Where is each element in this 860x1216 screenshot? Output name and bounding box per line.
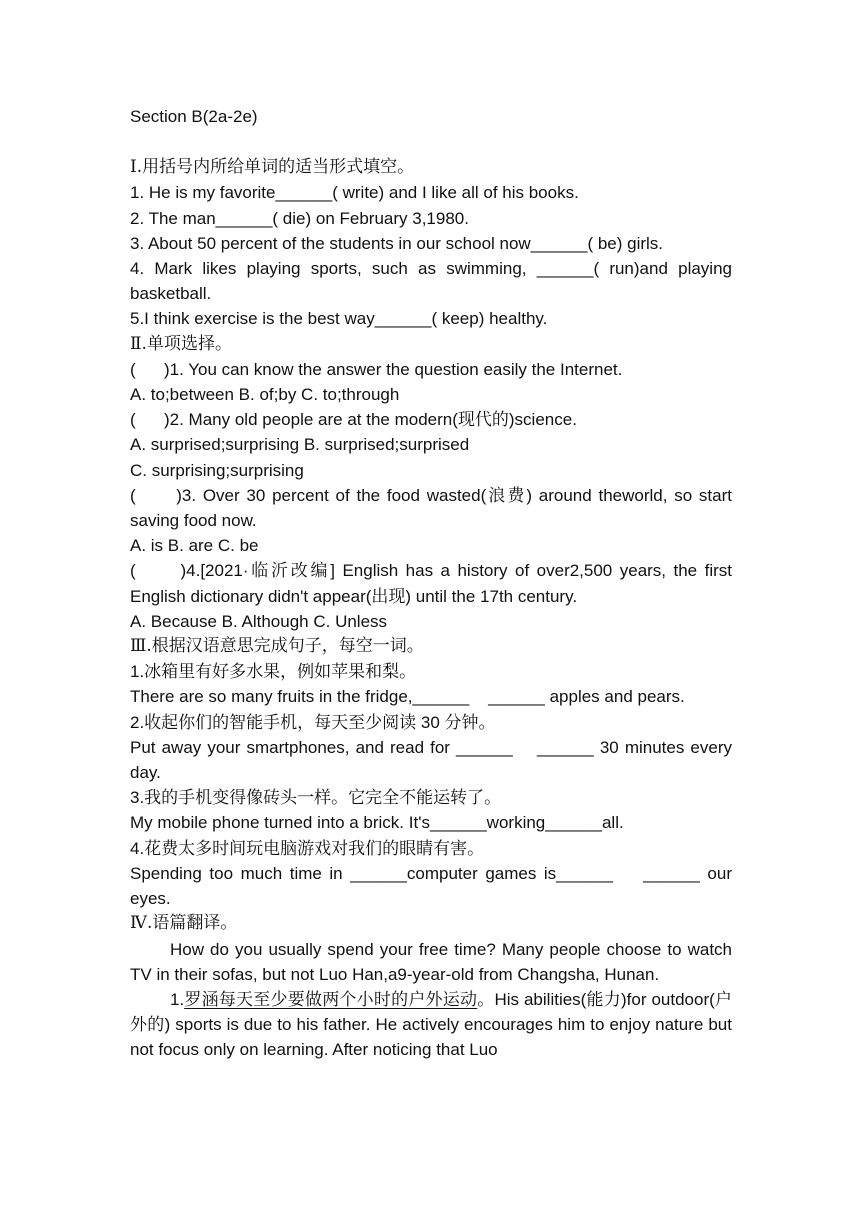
page-title: Section B(2a-2e) [130, 107, 258, 126]
question-options: A. Because B. Although C. Unless [130, 611, 388, 631]
english-sentence: My mobile phone turned into a brick. It's______working______all. [130, 813, 624, 833]
passage-paragraph: How do you usually spend your free time? Many people choose to watch TV in their sofas, but not Luo Han,a9-year-old from Changsha, Hunan. [130, 939, 737, 984]
fill-blank-item: 2. The man______( die) on February 3,1980. [130, 208, 469, 228]
chinese-prompt: 1.冰箱里有好多水果，例如苹果和梨。 [130, 662, 417, 682]
sentence-number: 1. [170, 989, 185, 1009]
translation-target-sentence: 罗涵每天至少要做两个小时的户外运动 [184, 989, 478, 1009]
fill-blank-item: 1. He is my favorite______( write) and I like all of his books. [130, 183, 579, 203]
passage-text: 。His abilities(能力)for outdoor(户外的) sports is due to his father. He actively encourages him to enjoy nature but not focus only on learning. After noticing that Luo [130, 989, 737, 1060]
worksheet-content [130, 104, 737, 1063]
fill-blank-item: 5.I think exercise is the best way______( keep) healthy. [130, 309, 548, 329]
section-2-heading: Ⅱ.单项选择。 [130, 333, 232, 354]
chinese-prompt: 4.花费太多时间玩电脑游戏对我们的眼睛有害。 [130, 838, 485, 858]
question-options: A. is B. are C. be [130, 536, 259, 556]
chinese-prompt: 2.收起你们的智能手机，每天至少阅读 30 分钟。 [130, 712, 496, 732]
question-stem: ( )1. You can know the answer the question easily the Internet. [130, 359, 623, 379]
question-stem: ( )3. Over 30 percent of the food wasted(浪费) around theworld, so start saving food now. [130, 485, 737, 531]
passage-paragraph [130, 987, 737, 1063]
question-options: C. surprising;surprising [130, 460, 304, 480]
chinese-prompt: 3.我的手机变得像砖头一样。它完全不能运转了。 [130, 788, 502, 808]
fill-blank-item: 4. Mark likes playing sports, such as swimming, ______( run)and playing basketball. [130, 259, 737, 304]
section-3-heading: Ⅲ.根据汉语意思完成句子，每空一词。 [130, 636, 424, 657]
question-stem: ( )2. Many old people are at the modern(现代的)science. [130, 410, 577, 430]
section-1-heading: Ⅰ.用括号内所给单词的适当形式填空。 [130, 157, 415, 178]
english-sentence: Put away your smartphones, and read for ______ ______ 30 minutes every day. [130, 737, 737, 783]
fill-blank-item: 3. About 50 percent of the students in our school now______( be) girls. [130, 233, 664, 253]
question-options: A. to;between B. of;by C. to;through [130, 385, 400, 405]
question-options: A. surprised;surprising B. surprised;surprised [130, 435, 470, 455]
english-sentence: There are so many fruits in the fridge,______ ______ apples and pears. [130, 687, 685, 707]
english-sentence: Spending too much time in ______computer games is______ ______ our eyes. [130, 863, 737, 909]
section-4-heading: Ⅳ.语篇翻译。 [130, 913, 238, 934]
question-stem: ( )4.[2021·临沂改编] English has a history of over2,500 years, the first English dictionary didn't appear(出现) until the 17th century. [130, 561, 737, 606]
